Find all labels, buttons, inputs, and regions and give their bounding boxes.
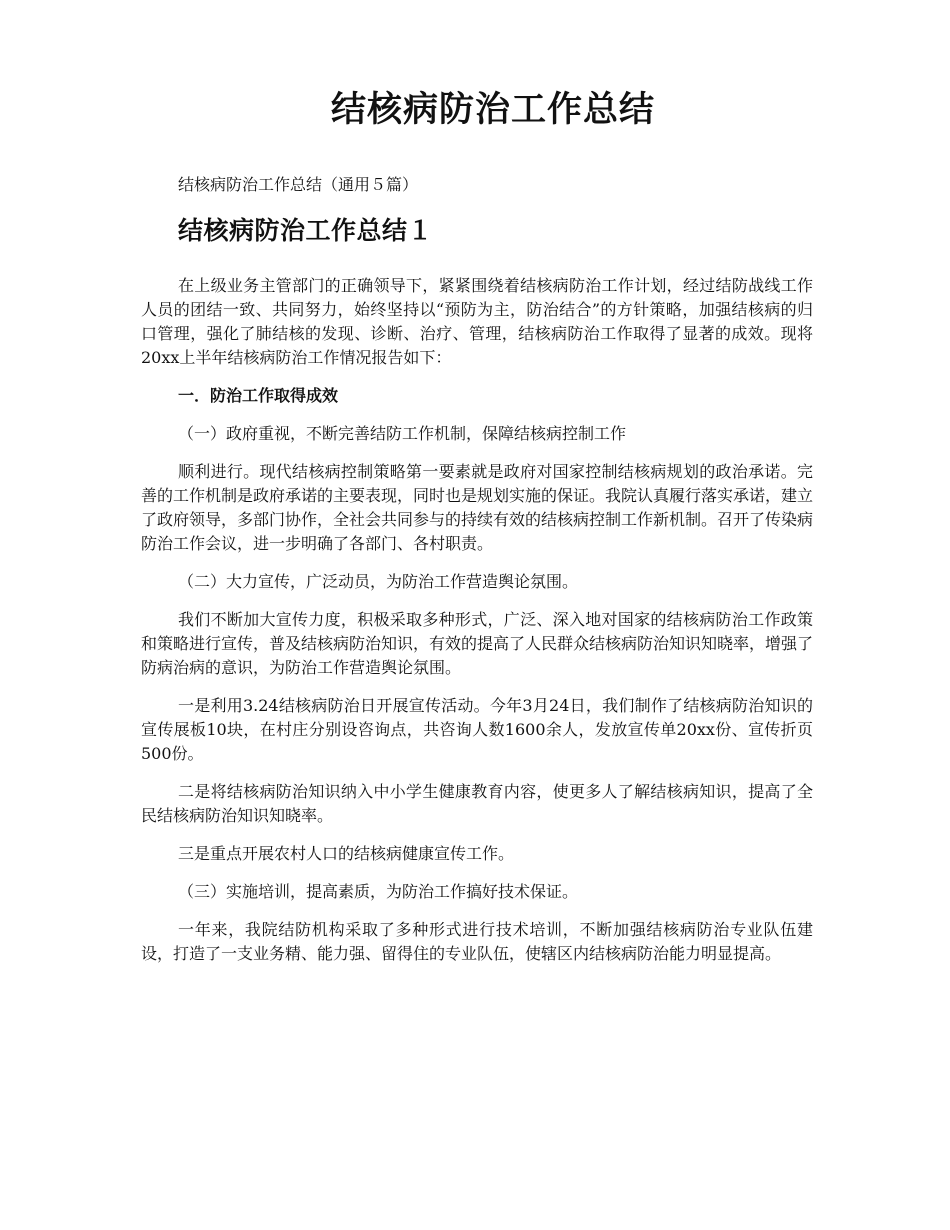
subheading-government: （一）政府重视，不断完善结防工作机制，保障结核病控制工作 — [178, 424, 627, 443]
subheading-training: （三）实施培训，提高素质，为防治工作搞好技术保证。 — [178, 882, 579, 901]
document-title: 结核病防治工作总结 — [330, 89, 655, 130]
document-body — [141, 274, 813, 980]
section-heading: 结核病防治工作总结１ — [178, 216, 434, 245]
paragraph-schools: 二是将结核病防治知识纳入中小学生健康教育内容，使更多人了解结核病知识，提高了全民结核病防治知识知晓率。 — [141, 782, 813, 825]
paragraph-training: 一年来，我院结防机构采取了多种形式进行技术培训，不断加强结核病防治专业队伍建设，打造了一支业务精、能力强、留得住的专业队伍，使辖区内结核病防治能力明显提高。 — [141, 920, 813, 963]
paragraph-government: 顺利进行。现代结核病控制策略第一要素就是政府对国家控制结核病规划的政治承诺。完善的工作机制是政府承诺的主要表现，同时也是规划实施的保证。我院认真履行落实承诺，建立了政府领导，多部门协作，全社会共同参与的持续有效的结核病控制工作新机制。召开了传染病防治工作会议，进一步明确了各部门、各村职责。 — [141, 462, 814, 553]
part-one-heading: 一．防治工作取得成效 — [178, 386, 339, 405]
document-subtitle: 结核病防治工作总结（通用５篇） — [178, 175, 419, 194]
paragraph-rural: 三是重点开展农村人口的结核病健康宣传工作。 — [178, 844, 515, 863]
intro-paragraph: 在上级业务主管部门的正确领导下，紧紧围绕着结核病防治工作计划，经过结防战线工作人员的团结一致、共同努力，始终坚持以“预防为主，防治结合”的方针策略，加强结核病的归口管理，强化了肺结核的发现、诊断、治疗、管理，结核病防治工作取得了显著的成效。现将20xx上半年结核病防治工作情况报告如下： — [141, 276, 813, 367]
paragraph-publicity: 我们不断加大宣传力度，积极采取多种形式，广泛、深入地对国家的结核病防治工作政策和策略进行宣传，普及结核病防治知识，有效的提高了人民群众结核病防治知识知晓率，增强了防病治病的意识，为防治工作营造舆论氛围。 — [141, 610, 814, 677]
subheading-publicity: （二）大力宣传，广泛动员，为防治工作营造舆论氛围。 — [178, 572, 579, 591]
paragraph-publicity-day: 一是利用3.24结核病防治日开展宣传活动。今年3月24日，我们制作了结核病防治知识的宣传展板10块，在村庄分别设咨询点，共咨询人数1600余人，发放宣传单20xx份、宣传折页500份。 — [141, 696, 813, 763]
